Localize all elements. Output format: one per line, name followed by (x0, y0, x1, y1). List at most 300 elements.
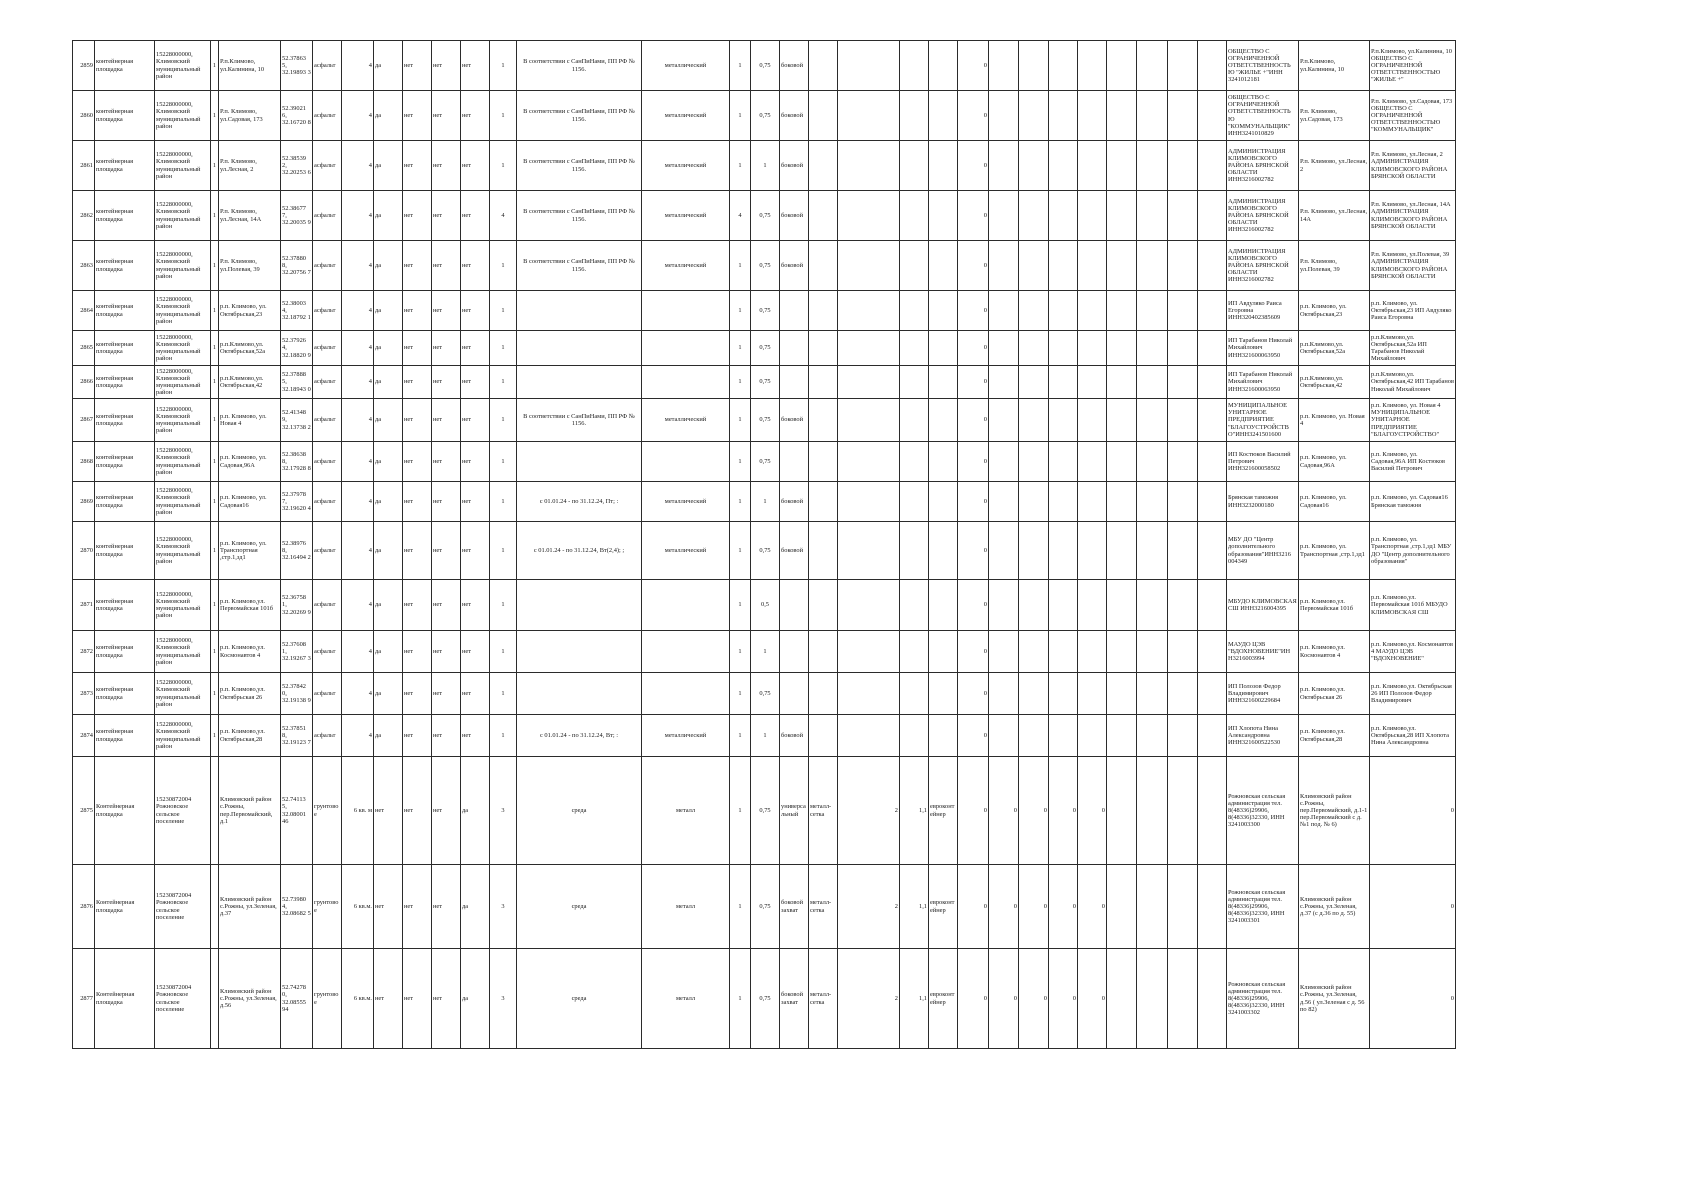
cell-source-address: Р.п. Климово, ул.Лесная, 2 (1299, 141, 1370, 191)
cell-col-24 (1168, 191, 1198, 241)
cell-waste-source: р.п. Климово, ул. Октябрьская,23 ИП Авдуляко Раиса Егоровна (1370, 291, 1456, 331)
cell-col-25 (1198, 757, 1227, 865)
cell-col-21 (1078, 366, 1107, 399)
cell-site-type: контейнерная площадка (95, 399, 155, 442)
cell-source-address: р.п. Климово,ул. Космонавтов 4 (1299, 631, 1370, 673)
cell-platform-flag: нет (461, 291, 490, 331)
cell-col-25 (1198, 580, 1227, 631)
table-row (73, 673, 1456, 715)
cell-zero-col: 0 (958, 291, 989, 331)
cell-container-material: металл (642, 949, 730, 1049)
cell-coordinates: 52.37880 8, 32.20756 7 (281, 241, 313, 291)
cell-canopy: нет (403, 482, 432, 522)
cell-lighting: нет (432, 580, 461, 631)
cell-bin-volume: 0,75 (751, 673, 780, 715)
cell-waste-source: Р.п. Климово, ул.Полевая, 39 АДМИНИСТРАЦИЯ КЛИМОВСКОГО РАЙОНА БРЯНСКОЙ ОБЛАСТИ (1370, 241, 1456, 291)
cell-col-20 (1049, 522, 1078, 580)
cell-col-23 (1137, 91, 1168, 141)
cell-coordinates: 52.37888 5, 32.18943 0 (281, 366, 313, 399)
cell-col-flag: 1 (211, 331, 219, 366)
cell-platform-flag: нет (461, 91, 490, 141)
cell-site-type: контейнерная площадка (95, 41, 155, 91)
cell-bin-count-2 (838, 141, 900, 191)
cell-col-25 (1198, 715, 1227, 757)
cell-bin-count: 1 (730, 41, 751, 91)
cell-lighting: нет (432, 291, 461, 331)
cell-container-material: металлический (642, 522, 730, 580)
cell-canopy: нет (403, 91, 432, 141)
cell-bin-material-2: металл-сетка (809, 757, 838, 865)
cell-row-number: 2873 (73, 673, 95, 715)
cell-bin-count-2 (838, 331, 900, 366)
cell-col-22 (1107, 757, 1137, 865)
cell-bin-count: 1 (730, 631, 751, 673)
cell-container-count: 1 (490, 631, 517, 673)
cell-col-19 (1019, 291, 1049, 331)
registry-table (72, 40, 1456, 1049)
cell-col-20 (1049, 331, 1078, 366)
cell-waste-source: р.п. Климово, ул. Садовая,96А ИП Костюков Василий Петрович (1370, 442, 1456, 482)
cell-col-19 (1019, 41, 1049, 91)
cell-col-flag: 1 (211, 366, 219, 399)
cell-bin-volume: 0,75 (751, 949, 780, 1049)
cell-loading-type (780, 580, 809, 631)
cell-lighting: нет (432, 631, 461, 673)
table-row (73, 949, 1456, 1049)
cell-col-21 (1078, 522, 1107, 580)
cell-zero-col: 0 (958, 949, 989, 1049)
cell-surface: асфальт (313, 522, 342, 580)
cell-platform-flag: нет (461, 522, 490, 580)
cell-coordinates: 52.37608 1, 32.19267 3 (281, 631, 313, 673)
cell-coordinates: 52.38539 2, 32.20253 6 (281, 141, 313, 191)
cell-zero-col: 0 (958, 522, 989, 580)
cell-row-number: 2866 (73, 366, 95, 399)
cell-col-18 (989, 631, 1019, 673)
cell-coordinates: 52.37851 8, 32.19123 7 (281, 715, 313, 757)
cell-site-address: р.п. Климово,ул. Космонавтов 4 (219, 631, 281, 673)
cell-owner: МАУДО ЦЭВ "ВДОХНОВЕНИЕ"ИН Н3216003994 (1227, 631, 1299, 673)
cell-col-20 (1049, 41, 1078, 91)
cell-col-19 (1019, 331, 1049, 366)
cell-col-21: 0 (1078, 949, 1107, 1049)
cell-container-count: 3 (490, 949, 517, 1049)
cell-row-number: 2871 (73, 580, 95, 631)
cell-site-address: р.п. Климово, ул. Садовая,96А (219, 442, 281, 482)
cell-canopy: нет (403, 442, 432, 482)
cell-col-20 (1049, 715, 1078, 757)
cell-col-20 (1049, 580, 1078, 631)
cell-bin-type-2 (929, 91, 958, 141)
cell-bin-material-2 (809, 580, 838, 631)
cell-col-24 (1168, 141, 1198, 191)
cell-fence: да (374, 631, 403, 673)
cell-col-22 (1107, 291, 1137, 331)
cell-zero-col: 0 (958, 399, 989, 442)
cell-owner: ИП Тарабанов Николай Михайлович ИНН321600063950 (1227, 331, 1299, 366)
cell-col-flag: 1 (211, 442, 219, 482)
cell-col-18 (989, 191, 1019, 241)
cell-zero-col: 0 (958, 241, 989, 291)
cell-area: 4 (342, 41, 374, 91)
cell-owner: МБУДО КЛИМОВСКАЯ СШ ИНН3216004395 (1227, 580, 1299, 631)
cell-col-21 (1078, 41, 1107, 91)
cell-bin-volume: 0,75 (751, 91, 780, 141)
cell-loading-type (780, 331, 809, 366)
cell-lighting: нет (432, 399, 461, 442)
cell-zero-col: 0 (958, 865, 989, 949)
cell-owner: Рожновская сельская администрация тел. 8(48336)29906, 8(48336)32330, ИНН 3241003302 (1227, 949, 1299, 1049)
cell-container-material: металлический (642, 399, 730, 442)
cell-row-number: 2865 (73, 331, 95, 366)
cell-coordinates: 52.38976 8, 32.16494 2 (281, 522, 313, 580)
cell-bin-type-2 (929, 673, 958, 715)
cell-bin-volume-2: 1,1 (900, 949, 929, 1049)
table-row (73, 580, 1456, 631)
cell-bin-count: 1 (730, 442, 751, 482)
cell-collection-schedule: среда (517, 949, 642, 1049)
cell-bin-volume-2 (900, 141, 929, 191)
cell-col-25 (1198, 442, 1227, 482)
cell-col-24 (1168, 366, 1198, 399)
cell-col-22 (1107, 331, 1137, 366)
table-row (73, 91, 1456, 141)
cell-surface: асфальт (313, 442, 342, 482)
cell-collection-schedule: В соответствии с СанПиНами, ПП РФ № 1156. (517, 91, 642, 141)
cell-surface: асфальт (313, 366, 342, 399)
cell-col-18: 0 (989, 949, 1019, 1049)
cell-fence: да (374, 366, 403, 399)
cell-owner: АДМИНИСТРАЦИЯ КЛИМОВСКОГО РАЙОНА БРЯНСКОЙ ОБЛАСТИ ИНН3216002782 (1227, 191, 1299, 241)
cell-row-number: 2877 (73, 949, 95, 1049)
cell-bin-count: 1 (730, 522, 751, 580)
cell-site-address: Р.п. Климово, ул.Лесная, 2 (219, 141, 281, 191)
table-row (73, 522, 1456, 580)
cell-municipality: 15228000000, Климовский муниципальный район (155, 291, 211, 331)
cell-bin-type-2 (929, 715, 958, 757)
cell-site-type: контейнерная площадка (95, 141, 155, 191)
cell-container-count: 4 (490, 191, 517, 241)
cell-source-address: Р.п. Климово, ул.Лесная, 14А (1299, 191, 1370, 241)
cell-zero-col: 0 (958, 331, 989, 366)
table-row (73, 757, 1456, 865)
cell-container-material (642, 291, 730, 331)
cell-surface: асфальт (313, 191, 342, 241)
cell-surface: асфальт (313, 580, 342, 631)
cell-canopy: нет (403, 580, 432, 631)
cell-col-24 (1168, 673, 1198, 715)
cell-col-flag (211, 865, 219, 949)
cell-bin-material-2 (809, 191, 838, 241)
cell-area: 4 (342, 442, 374, 482)
cell-site-type: контейнерная площадка (95, 291, 155, 331)
cell-bin-material-2 (809, 399, 838, 442)
cell-coordinates: 52.37842 0, 32.19138 9 (281, 673, 313, 715)
cell-container-material (642, 366, 730, 399)
cell-col-20: 0 (1049, 865, 1078, 949)
cell-bin-volume-2 (900, 366, 929, 399)
cell-surface: грунтово е (313, 949, 342, 1049)
cell-source-address: р.п.Климово,ул. Октябрьская,52а (1299, 331, 1370, 366)
cell-bin-count: 1 (730, 949, 751, 1049)
cell-col-19 (1019, 482, 1049, 522)
cell-col-21 (1078, 631, 1107, 673)
cell-lighting: нет (432, 482, 461, 522)
cell-bin-volume: 0,75 (751, 366, 780, 399)
cell-coordinates: 52.37863 5, 32.19893 3 (281, 41, 313, 91)
cell-col-22 (1107, 522, 1137, 580)
cell-bin-count-2: 2 (838, 757, 900, 865)
cell-canopy: нет (403, 715, 432, 757)
cell-container-count: 1 (490, 580, 517, 631)
cell-area: 4 (342, 631, 374, 673)
cell-area: 4 (342, 399, 374, 442)
cell-canopy: нет (403, 865, 432, 949)
cell-col-22 (1107, 715, 1137, 757)
cell-waste-source: р.п. Климово, ул. Транспортная ,стр.1,зд1 МБУ ДО "Центр дополнительного образования" (1370, 522, 1456, 580)
cell-bin-count: 4 (730, 191, 751, 241)
cell-site-type: контейнерная площадка (95, 366, 155, 399)
cell-col-flag: 1 (211, 191, 219, 241)
cell-bin-type-2 (929, 522, 958, 580)
cell-fence: да (374, 91, 403, 141)
cell-owner: Брянская таможня ИНН3232000180 (1227, 482, 1299, 522)
cell-site-type: Контейнерная площадка (95, 757, 155, 865)
cell-container-count: 1 (490, 482, 517, 522)
cell-site-type: контейнерная площадка (95, 442, 155, 482)
cell-container-material (642, 631, 730, 673)
cell-lighting: нет (432, 442, 461, 482)
cell-bin-type-2 (929, 442, 958, 482)
cell-loading-type: боковой (780, 241, 809, 291)
cell-col-22 (1107, 241, 1137, 291)
cell-canopy: нет (403, 673, 432, 715)
cell-col-19 (1019, 141, 1049, 191)
cell-collection-schedule: В соответствии с СанПиНами, ПП РФ № 1156. (517, 191, 642, 241)
cell-col-20: 0 (1049, 949, 1078, 1049)
cell-collection-schedule: В соответствии с СанПиНами, ПП РФ № 1156. (517, 399, 642, 442)
cell-row-number: 2867 (73, 399, 95, 442)
cell-col-24 (1168, 399, 1198, 442)
cell-bin-material-2 (809, 482, 838, 522)
cell-col-flag (211, 949, 219, 1049)
cell-bin-material-2 (809, 91, 838, 141)
cell-site-address: Климовский район с.Рожны, пер.Первомайский, д.1 (219, 757, 281, 865)
cell-bin-type-2: евроконт ейнер (929, 757, 958, 865)
cell-col-21 (1078, 191, 1107, 241)
cell-loading-type: боковой (780, 715, 809, 757)
cell-coordinates: 52.38677 7, 32.20035 9 (281, 191, 313, 241)
cell-fence: нет (374, 865, 403, 949)
table-row (73, 41, 1456, 91)
cell-bin-volume: 0,75 (751, 522, 780, 580)
cell-col-19 (1019, 366, 1049, 399)
cell-col-21 (1078, 715, 1107, 757)
cell-site-type: контейнерная площадка (95, 191, 155, 241)
cell-col-19 (1019, 580, 1049, 631)
cell-col-21 (1078, 673, 1107, 715)
cell-bin-count: 1 (730, 399, 751, 442)
cell-zero-col: 0 (958, 41, 989, 91)
cell-col-24 (1168, 522, 1198, 580)
cell-collection-schedule: В соответствии с СанПиНами, ПП РФ № 1156. (517, 141, 642, 191)
cell-loading-type (780, 366, 809, 399)
cell-col-flag: 1 (211, 399, 219, 442)
cell-row-number: 2874 (73, 715, 95, 757)
cell-coordinates: 52.74113 5, 32.08001 46 (281, 757, 313, 865)
cell-waste-source: Р.п.Климово, ул.Калинина, 10 ОБЩЕСТВО С ОГРАНИЧЕННОЙ ОТВЕТСТВЕННОСТЬЮ "ЖИЛЬЕ +" (1370, 41, 1456, 91)
cell-col-20: 0 (1049, 757, 1078, 865)
cell-loading-type: боковой (780, 191, 809, 241)
cell-bin-count: 1 (730, 715, 751, 757)
cell-col-18 (989, 41, 1019, 91)
cell-bin-volume: 0,75 (751, 399, 780, 442)
cell-fence: да (374, 442, 403, 482)
cell-source-address: р.п. Климово, ул. Новая 4 (1299, 399, 1370, 442)
cell-lighting: нет (432, 949, 461, 1049)
cell-col-20 (1049, 399, 1078, 442)
cell-coordinates: 52.38003 4, 32.18792 1 (281, 291, 313, 331)
cell-municipality: 15228000000, Климовский муниципальный район (155, 715, 211, 757)
cell-collection-schedule (517, 673, 642, 715)
table-row (73, 241, 1456, 291)
cell-zero-col: 0 (958, 91, 989, 141)
cell-bin-material-2 (809, 631, 838, 673)
cell-col-22 (1107, 191, 1137, 241)
cell-bin-type-2 (929, 291, 958, 331)
cell-platform-flag: нет (461, 442, 490, 482)
cell-bin-count-2 (838, 241, 900, 291)
cell-row-number: 2875 (73, 757, 95, 865)
cell-bin-material-2: металл-сетка (809, 949, 838, 1049)
table-row (73, 366, 1456, 399)
cell-site-type: контейнерная площадка (95, 673, 155, 715)
cell-site-address: р.п. Климово,ул. Октябрьская,28 (219, 715, 281, 757)
cell-fence: да (374, 673, 403, 715)
cell-owner: ИП Костюков Василий Петрович ИНН321600058502 (1227, 442, 1299, 482)
cell-fence: да (374, 580, 403, 631)
cell-row-number: 2872 (73, 631, 95, 673)
cell-zero-col: 0 (958, 366, 989, 399)
cell-collection-schedule: с 01.01.24 - по 31.12.24, Вт(2,4); ; (517, 522, 642, 580)
cell-fence: да (374, 291, 403, 331)
cell-surface: асфальт (313, 482, 342, 522)
cell-coordinates: 52.39021 6, 32.16720 8 (281, 91, 313, 141)
cell-collection-schedule (517, 442, 642, 482)
cell-row-number: 2860 (73, 91, 95, 141)
cell-col-25 (1198, 631, 1227, 673)
cell-bin-volume: 0,75 (751, 757, 780, 865)
cell-owner: АДМИНИСТРАЦИЯ КЛИМОВСКОГО РАЙОНА БРЯНСКОЙ ОБЛАСТИ ИНН3216002782 (1227, 241, 1299, 291)
cell-col-23 (1137, 331, 1168, 366)
cell-site-type: контейнерная площадка (95, 631, 155, 673)
table-row (73, 291, 1456, 331)
cell-bin-count: 1 (730, 673, 751, 715)
cell-col-23 (1137, 191, 1168, 241)
table-row (73, 399, 1456, 442)
cell-owner: ИП Авдуляко Раиса Егоровна ИНН320402385609 (1227, 291, 1299, 331)
cell-collection-schedule: В соответствии с СанПиНами, ПП РФ № 1156. (517, 241, 642, 291)
cell-area: 4 (342, 331, 374, 366)
cell-collection-schedule: с 01.01.24 - по 31.12.24, Вт; : (517, 715, 642, 757)
cell-owner: ИП Хлопота Нина Александровна ИНН321600522530 (1227, 715, 1299, 757)
cell-col-25 (1198, 366, 1227, 399)
cell-container-material: металл (642, 757, 730, 865)
cell-fence: да (374, 482, 403, 522)
cell-col-19 (1019, 442, 1049, 482)
cell-municipality: 15228000000, Климовский муниципальный район (155, 631, 211, 673)
cell-bin-volume: 0,5 (751, 580, 780, 631)
cell-container-material: металлический (642, 41, 730, 91)
cell-col-23 (1137, 442, 1168, 482)
cell-col-18: 0 (989, 757, 1019, 865)
cell-site-address: р.п. Климово,ул. Первомайская 101б (219, 580, 281, 631)
cell-bin-count: 1 (730, 757, 751, 865)
cell-site-type: контейнерная площадка (95, 522, 155, 580)
cell-col-21 (1078, 291, 1107, 331)
cell-col-18 (989, 673, 1019, 715)
cell-collection-schedule: среда (517, 865, 642, 949)
cell-row-number: 2859 (73, 41, 95, 91)
cell-bin-material-2 (809, 141, 838, 191)
cell-bin-count-2 (838, 91, 900, 141)
cell-bin-volume-2 (900, 241, 929, 291)
cell-bin-volume-2 (900, 522, 929, 580)
cell-col-19 (1019, 91, 1049, 141)
cell-col-18 (989, 715, 1019, 757)
cell-source-address: Климовский район с.Рожны, ул.Зеленая, д.37 (с д.36 по д. 55) (1299, 865, 1370, 949)
cell-area: 4 (342, 141, 374, 191)
cell-col-23 (1137, 757, 1168, 865)
cell-col-25 (1198, 141, 1227, 191)
cell-source-address: Р.п. Климово, ул.Садовая, 173 (1299, 91, 1370, 141)
cell-col-flag: 1 (211, 291, 219, 331)
cell-site-address: Климовский район с.Рожны, ул.Зеленая, д.37 (219, 865, 281, 949)
cell-waste-source: 0 (1370, 865, 1456, 949)
cell-col-23 (1137, 41, 1168, 91)
table-row (73, 331, 1456, 366)
cell-loading-type (780, 442, 809, 482)
cell-col-flag: 1 (211, 522, 219, 580)
cell-bin-count-2 (838, 442, 900, 482)
cell-col-18: 0 (989, 865, 1019, 949)
cell-bin-count-2 (838, 631, 900, 673)
cell-source-address: р.п. Климово, ул. Октябрьская,23 (1299, 291, 1370, 331)
cell-canopy: нет (403, 241, 432, 291)
table-row (73, 141, 1456, 191)
cell-bin-volume: 1 (751, 631, 780, 673)
cell-surface: асфальт (313, 141, 342, 191)
cell-bin-volume-2: 1,1 (900, 757, 929, 865)
cell-municipality: 15230872004 Рожновское сельское поселение (155, 865, 211, 949)
cell-row-number: 2862 (73, 191, 95, 241)
cell-platform-flag: нет (461, 580, 490, 631)
cell-surface: асфальт (313, 91, 342, 141)
cell-col-flag: 1 (211, 241, 219, 291)
cell-platform-flag: нет (461, 191, 490, 241)
cell-row-number: 2870 (73, 522, 95, 580)
cell-area: 4 (342, 522, 374, 580)
cell-coordinates: 52.73980 4, 32.08682 5 (281, 865, 313, 949)
cell-area: 4 (342, 482, 374, 522)
cell-container-material (642, 331, 730, 366)
cell-bin-type-2: евроконт ейнер (929, 865, 958, 949)
cell-container-material: металлический (642, 715, 730, 757)
cell-col-23 (1137, 865, 1168, 949)
cell-col-22 (1107, 41, 1137, 91)
cell-container-count: 1 (490, 366, 517, 399)
cell-fence: да (374, 715, 403, 757)
